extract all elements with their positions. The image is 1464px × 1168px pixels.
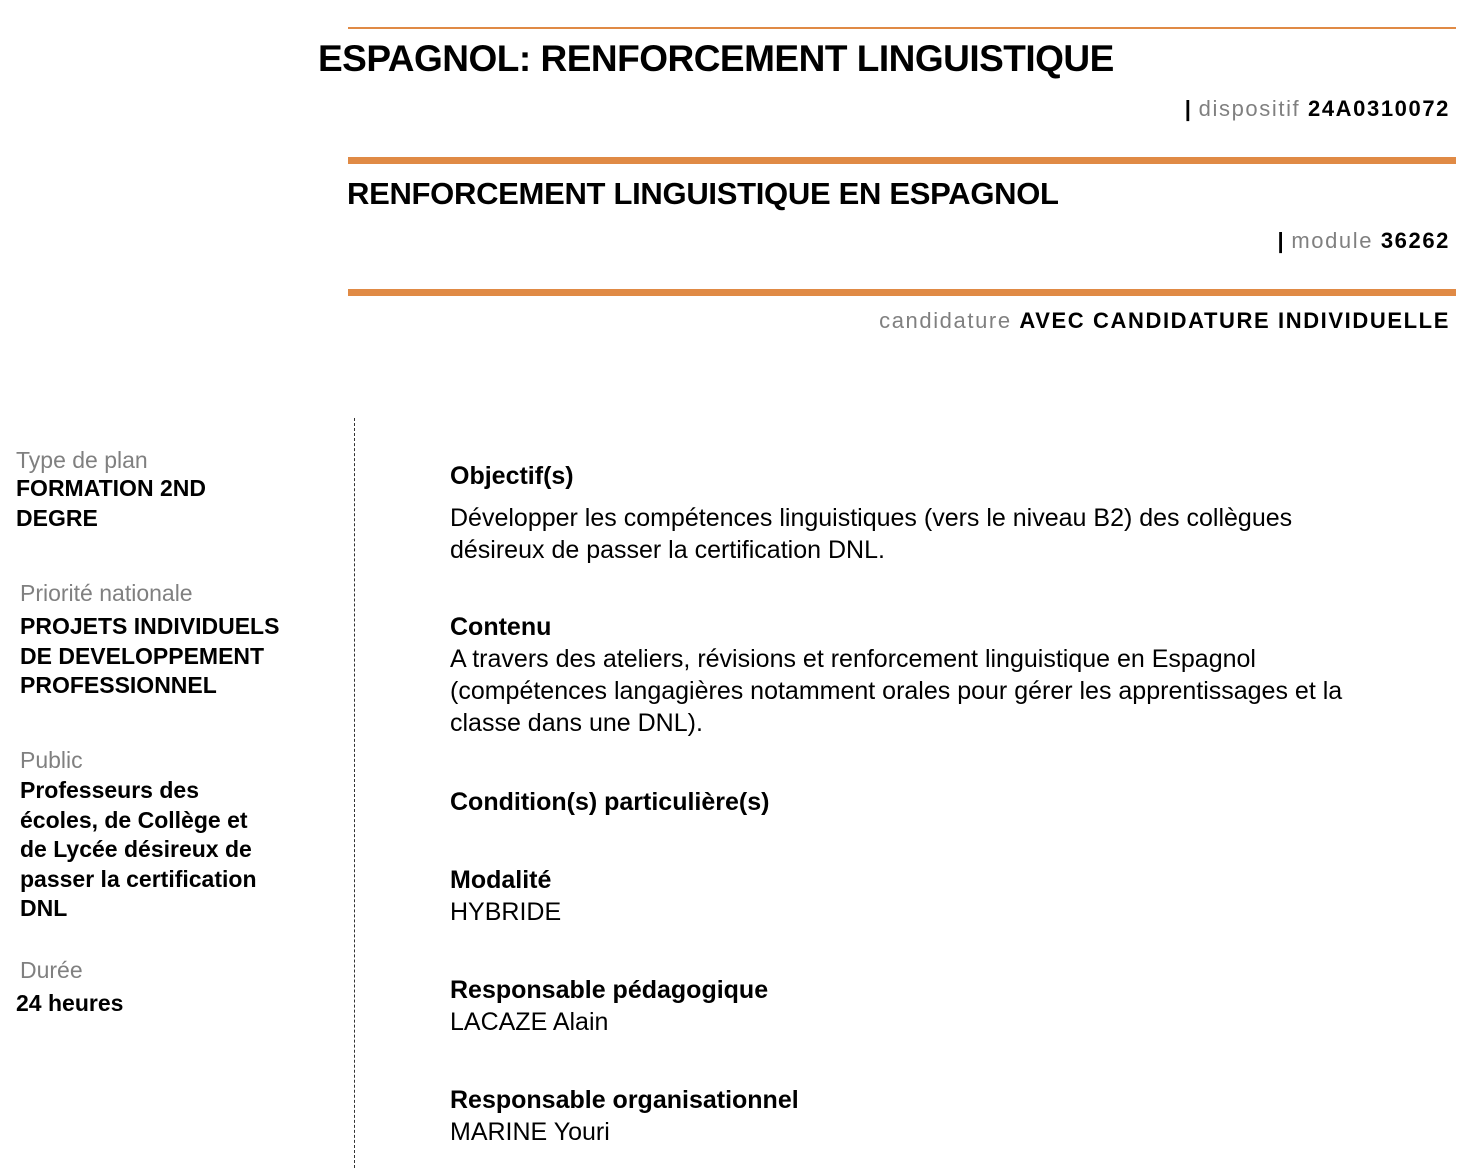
type-plan-label: Type de plan: [16, 447, 148, 473]
priorite-value: [20, 612, 279, 701]
condition-section: [450, 786, 1450, 818]
objectif-body: [450, 502, 1450, 566]
separator-pipe: |: [1184, 96, 1191, 121]
page-title: ESPAGNOL: RENFORCEMENT LINGUISTIQUE: [318, 38, 1114, 79]
priorite-line: DE DEVELOPPEMENT: [20, 642, 265, 669]
module-value: 36262: [1380, 228, 1450, 253]
separator-pipe: |: [1277, 228, 1284, 253]
public-line: Professeurs des: [20, 777, 199, 803]
module-top-rule: [348, 157, 1456, 164]
contenu-line: A travers des ateliers, révisions et renforcement linguistique en Espagnol: [450, 645, 1256, 673]
contenu-body: [450, 643, 1450, 739]
public-label: Public: [20, 747, 83, 773]
top-rule: [348, 27, 1456, 29]
objectif-title: Objectif(s): [450, 462, 574, 490]
contenu-line: (compétences langagières notamment orales pour gérer les apprentissages et la: [450, 677, 1343, 705]
priorite-line: PROJETS INDIVIDUELS: [20, 613, 280, 639]
contenu-title: Contenu: [450, 613, 552, 641]
candidature-label: candidature: [879, 308, 1012, 333]
objectif-line: Développer les compétences linguistiques (vers le niveau B2) des collègues: [450, 504, 1293, 532]
contenu-section: [450, 611, 1450, 739]
duree-value: 24 heures: [16, 990, 124, 1016]
type-plan-value: [16, 474, 206, 533]
public-value: [20, 776, 257, 924]
resp-peda-title: Responsable pédagogique: [450, 976, 769, 1004]
public-line: de Lycée désireux de: [20, 836, 252, 862]
type-plan-line: DEGRE: [16, 504, 98, 531]
dispositif-value: 24A0310072: [1307, 96, 1450, 121]
public-line: passer la certification: [20, 865, 257, 892]
resp-orga-title: Responsable organisationnel: [450, 1086, 799, 1114]
resp-peda-section: [450, 974, 1450, 1038]
module-title: RENFORCEMENT LINGUISTIQUE EN ESPAGNOL: [347, 176, 1059, 211]
contenu-line: classe dans une DNL).: [450, 709, 703, 737]
objectif-section: [450, 460, 1450, 566]
candidature-value: AVEC CANDIDATURE INDIVIDUELLE: [1019, 308, 1450, 333]
column-divider: [354, 418, 355, 1168]
module-label: module: [1291, 228, 1374, 253]
modalite-title: Modalité: [450, 866, 552, 894]
public-line: écoles, de Collège et: [20, 806, 248, 833]
type-plan-line: FORMATION 2ND: [16, 475, 206, 501]
dispositif-label: dispositif: [1198, 96, 1301, 121]
module-bottom-rule: [348, 289, 1456, 296]
resp-peda-value: LACAZE Alain: [450, 1008, 609, 1036]
resp-orga-value: MARINE Youri: [450, 1118, 610, 1146]
duree-label: Durée: [20, 957, 83, 983]
modalite-value: HYBRIDE: [450, 898, 562, 926]
candidature-line: [879, 308, 1450, 334]
priorite-label: Priorité nationale: [20, 580, 193, 606]
objectif-line: désireux de passer la certification DNL.: [450, 536, 885, 564]
modalite-section: [450, 864, 1450, 928]
priorite-line: PROFESSIONNEL: [20, 672, 217, 698]
dispositif-line: [1185, 96, 1450, 122]
public-line: DNL: [20, 895, 68, 921]
module-line: [1277, 228, 1450, 254]
resp-orga-section: [450, 1084, 1450, 1148]
condition-title: Condition(s) particulière(s): [450, 788, 770, 816]
